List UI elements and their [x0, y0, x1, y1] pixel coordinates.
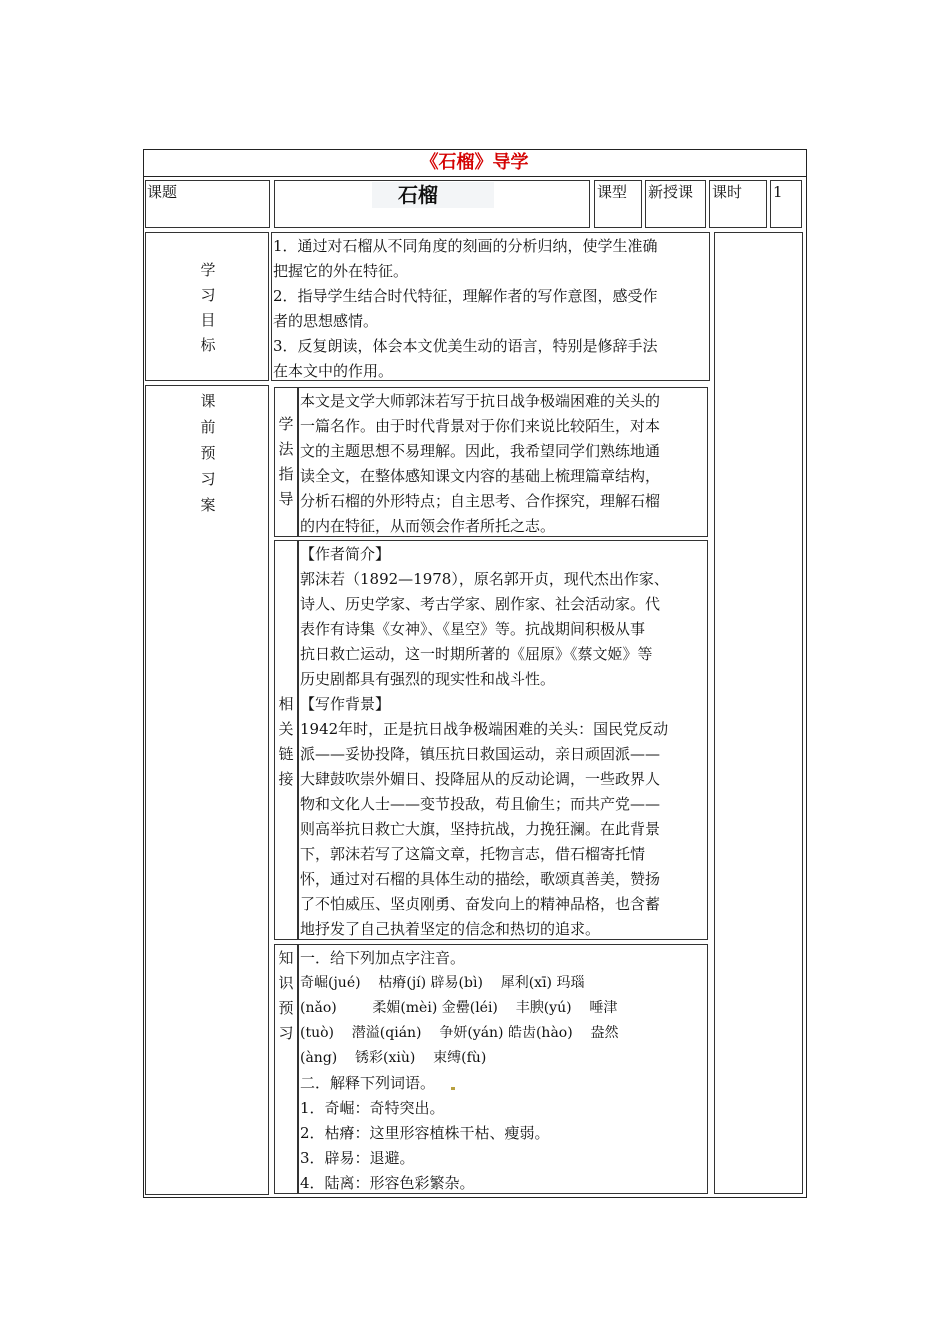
title-row-divider: [143, 176, 807, 177]
objective-line: 在本文中的作用。: [273, 362, 394, 380]
knowledge-line: (tuò) 潜溢(qián) 争妍(yán) 皓齿(hào) 盎然: [300, 1025, 619, 1041]
links-line: 大肆鼓吹崇外媚日、投降屈从的反动论调，一些政界人: [300, 770, 661, 788]
topic-value: 石榴: [372, 182, 494, 208]
links-label: 相 关 链 接: [278, 695, 294, 788]
links-line: 【作者简介】: [300, 545, 391, 563]
objectives-side-cell: [714, 232, 803, 1194]
objective-line: 3．反复朗读，体会本文优美生动的语言，特别是修辞手法: [273, 337, 658, 355]
period-value: 1: [773, 183, 783, 201]
knowledge-line: 4．陆离：形容色彩繁杂。: [300, 1174, 475, 1192]
links-line: 表作有诗集《女神》、《星空》等。抗战期间积极从事: [300, 620, 646, 638]
knowledge-label: 知 识 预 习: [278, 949, 294, 1042]
period-label: 课时: [712, 183, 743, 201]
type-value: 新授课: [648, 183, 694, 201]
knowledge-line: 3．辟易：退避。: [300, 1149, 415, 1167]
links-line: 历史剧都具有强烈的现实性和战斗性。: [300, 670, 556, 688]
knowledge-line: 奇崛(jué) 枯瘠(jí) 辟易(bì) 犀利(xī) 玛瑙: [300, 975, 585, 991]
knowledge-line: 二．解释下列词语。: [300, 1074, 436, 1092]
method-line: 一篇名作。由于时代背景对于你们来说比较陌生，对本: [300, 417, 661, 435]
links-line: 【写作背景】: [300, 695, 391, 713]
table-border-bottom: [143, 1197, 807, 1198]
links-line: 下，郭沫若写了这篇文章，托物言志，借石榴寄托情: [300, 845, 646, 863]
objective-line: 2．指导学生结合时代特征，理解作者的写作意图，感受作: [273, 287, 658, 305]
links-line: 诗人、历史学家、考古学家、剧作家、社会活动家。代: [300, 595, 661, 613]
knowledge-line: (àng) 锈彩(xiù) 束缚(fù): [300, 1050, 487, 1066]
objective-line: 把握它的外在特征。: [273, 262, 409, 280]
method-line: 读全文，在整体感知课文内容的基础上梳理篇章结构，: [300, 467, 661, 485]
method-line: 文的主题思想不易理解。因此，我希望同学们熟练地通: [300, 442, 661, 460]
objectives-label: 学 习 目 标: [200, 261, 216, 354]
knowledge-line: (nǎo) 柔媚(mèi) 金罍(léi) 丰腴(yú) 唾津: [300, 1000, 618, 1016]
table-border-left: [143, 149, 144, 1198]
links-line: 了不怕威压、坚贞刚勇、奋发向上的精神品格，也含蓄: [300, 895, 661, 913]
links-line: 怀，通过对石榴的具体生动的描绘，歌颂真善美，赞扬: [300, 870, 661, 888]
links-line: 地抒发了自己执着坚定的信念和热切的追求。: [300, 920, 601, 938]
links-line: 抗日救亡运动，这一时期所著的《屈原》《蔡文姬》等: [300, 645, 653, 663]
knowledge-line: 1．奇崛：奇特突出。: [300, 1099, 445, 1117]
method-line: 的内在特征，从而领会作者所托之志。: [300, 517, 556, 535]
knowledge-line: 一．给下列加点字注音。: [300, 949, 466, 967]
objective-line: 者的思想感情。: [273, 312, 379, 330]
method-line: 分析石榴的外形特点；自主思考、合作探究，理解石榴: [300, 492, 661, 510]
decorative-mark: [451, 1087, 455, 1090]
links-line: 郭沫若（1892—1978），原名郭开贞，现代杰出作家、: [300, 570, 669, 588]
links-line: 则高举抗日救亡大旗，坚持抗战，力挽狂澜。在此背景: [300, 820, 661, 838]
table-border-right: [806, 149, 807, 1198]
links-line: 1942年时，正是抗日战争极端困难的关头：国民党反动: [300, 720, 669, 738]
knowledge-line: 2．枯瘠：这里形容植株干枯、瘦弱。: [300, 1124, 550, 1142]
links-line: 物和文化人士——变节投敌，苟且偷生；而共产党——: [300, 795, 661, 813]
topic-label: 课题: [147, 183, 178, 201]
objective-line: 1．通过对石榴从不同角度的刻画的分析归纳，使学生准确: [273, 237, 658, 255]
method-label: 学 法 指 导: [278, 415, 294, 508]
links-line: 派——妥协投降，镇压抗日救国运动，亲日顽固派——: [300, 745, 661, 763]
type-label: 课型: [597, 183, 628, 201]
method-line: 本文是文学大师郭沫若写于抗日战争极端困难的关头的: [300, 392, 661, 410]
preview-label: 课 前 预 习 案: [200, 392, 216, 514]
document-title: 《石榴》导学: [420, 152, 529, 173]
